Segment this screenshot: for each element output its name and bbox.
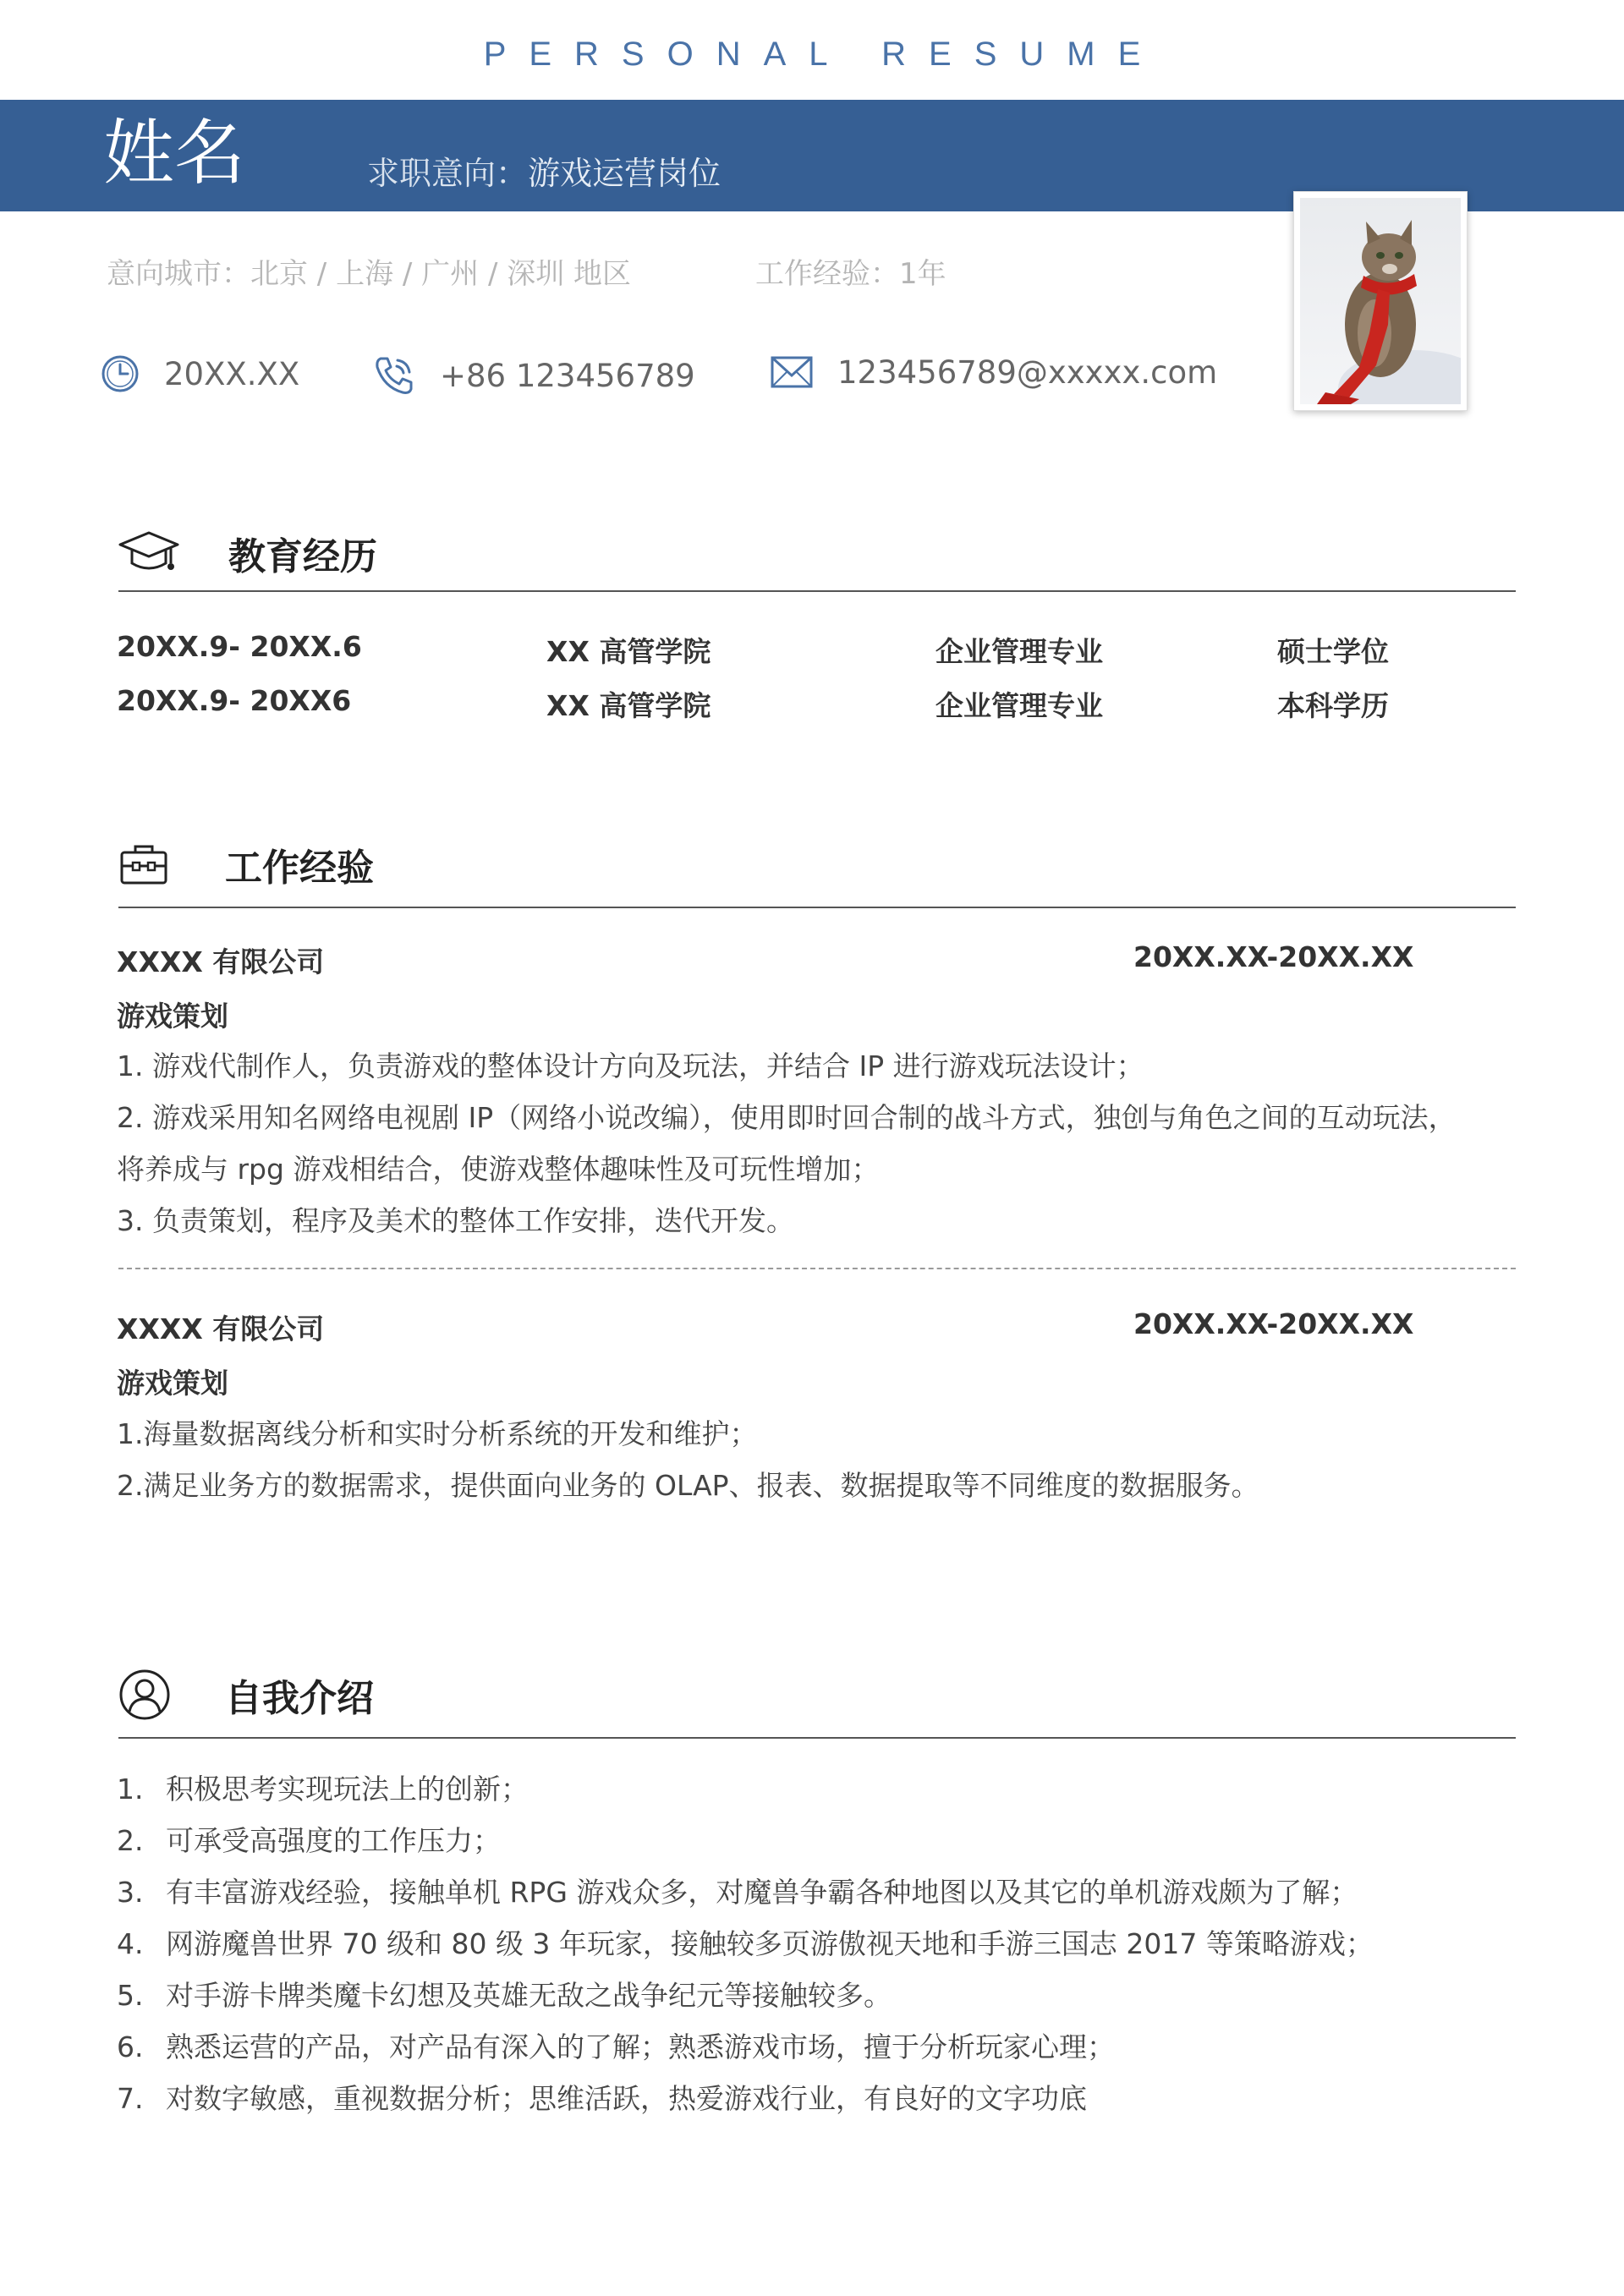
edu-major: 企业管理专业 — [935, 635, 1103, 668]
job-period: 20XX.XX-20XX.XX — [1133, 940, 1414, 973]
intro-section-header — [118, 1668, 374, 1722]
job-intent — [367, 147, 721, 194]
contact-phone — [372, 353, 695, 397]
clock-icon — [100, 353, 140, 394]
cat-photo-icon — [1300, 198, 1461, 404]
phone-icon — [372, 353, 416, 397]
edu-degree: 硕士学位 — [1277, 635, 1389, 668]
intro-list — [117, 1763, 1374, 2124]
education-row — [117, 684, 1521, 721]
list-item — [117, 1970, 1374, 2021]
list-item-text: 熟悉运营的产品，对产品有深入的了解；熟悉游戏市场，擅于分析玩家心理； — [166, 2030, 1115, 2063]
job-separator — [118, 1268, 1516, 1269]
edu-major: 企业管理专业 — [935, 689, 1103, 722]
contact-email — [770, 353, 1217, 391]
birth-value: 20XX.XX — [164, 355, 300, 392]
education-title: 教育经历 — [228, 535, 377, 578]
profile-photo — [1293, 191, 1468, 411]
list-item-number: 1. — [117, 1773, 144, 1806]
work-divider — [118, 907, 1516, 908]
list-item-number: 5. — [117, 1979, 144, 2012]
candidate-name: 姓名 — [103, 112, 246, 195]
intro-divider — [118, 1737, 1516, 1739]
email-value: 123456789@xxxxx.com — [837, 353, 1218, 391]
job-line: 将养成与 rpg 游戏相结合，使游戏整体趣味性及可玩性增加； — [117, 1153, 880, 1186]
work-experience-years: 工作经验：1年 — [755, 257, 946, 291]
job-intent-label: 求职意向： — [367, 155, 529, 192]
job-description — [117, 1408, 1259, 1511]
list-item-text: 对手游卡牌类魔卡幻想及英雄无敌之战争纪元等接触较多。 — [166, 1979, 892, 2012]
education-row — [117, 630, 1521, 667]
list-item-text: 积极思考实现玩法上的创新； — [166, 1773, 529, 1806]
list-item — [117, 1815, 1374, 1866]
briefcase-icon — [118, 842, 169, 886]
job-intent-value: 游戏运营岗位 — [528, 155, 721, 192]
edu-school: XX 高管学院 — [546, 689, 711, 722]
job-line: 1.海量数据离线分析和实时分析系统的开发和维护； — [117, 1417, 758, 1450]
list-item-number: 6. — [117, 2030, 144, 2063]
list-item-number: 2. — [117, 1824, 144, 1857]
list-item — [117, 2073, 1374, 2124]
list-item-number: 7. — [117, 2082, 144, 2115]
resume-banner-title: PERSONAL RESUME — [483, 36, 1164, 73]
list-item-text: 有丰富游戏经验，接触单机 RPG 游戏众多，对魔兽争霸各种地图以及其它的单机游戏颇为了解； — [166, 1876, 1358, 1909]
job-company: XXXX 有限公司 — [117, 1312, 325, 1345]
mail-icon — [770, 353, 814, 391]
list-item-text: 对数字敏感，重视数据分析；思维活跃，热爱游戏行业，有良好的文字功底 — [166, 2082, 1087, 2115]
education-divider — [118, 590, 1516, 592]
list-item — [117, 1918, 1374, 1970]
edu-degree: 本科学历 — [1277, 689, 1389, 722]
job-company: XXXX 有限公司 — [117, 945, 325, 978]
list-item-text: 网游魔兽世界 70 级和 80 级 3 年玩家，接触较多页游傲视天地和手游三国志 2017 等策略游戏； — [166, 1927, 1374, 1960]
phone-value: +86 123456789 — [440, 357, 695, 394]
list-item-number: 4. — [117, 1927, 144, 1960]
job-description — [117, 1040, 1457, 1247]
edu-school: XX 高管学院 — [546, 635, 711, 668]
edu-period: 20XX.9- 20XX.6 — [117, 630, 362, 663]
target-cities: 意向城市：北京 / 上海 / 广州 / 深圳 地区 — [107, 257, 632, 291]
user-icon — [118, 1669, 171, 1721]
job-line: 3. 负责策划，程序及美术的整体工作安排，迭代开发。 — [117, 1204, 794, 1237]
list-item — [117, 1763, 1374, 1815]
contact-birth — [100, 353, 299, 394]
education-section-header — [118, 526, 377, 580]
list-item-number: 3. — [117, 1876, 144, 1909]
job-role: 游戏策划 — [117, 1367, 228, 1400]
job-line: 2.满足业务方的数据需求，提供面向业务的 OLAP、报表、数据提取等不同维度的数据服务。 — [117, 1469, 1259, 1502]
work-title: 工作经验 — [225, 847, 374, 890]
work-section-header — [118, 837, 374, 891]
job-line: 1. 游戏代制作人，负责游戏的整体设计方向及玩法，并结合 IP 进行游戏玩法设计； — [117, 1049, 1144, 1082]
list-item — [117, 2021, 1374, 2073]
job-line: 2. 游戏采用知名网络电视剧 IP（网络小说改编），使用即时回合制的战斗方式，独创与角色之间的互动玩法， — [117, 1101, 1457, 1134]
list-item — [117, 1866, 1374, 1918]
list-item-text: 可承受高强度的工作压力； — [166, 1824, 501, 1857]
job-role: 游戏策划 — [117, 1000, 228, 1033]
graduation-cap-icon — [118, 529, 179, 577]
edu-period: 20XX.9- 20XX6 — [117, 684, 352, 717]
job-period: 20XX.XX-20XX.XX — [1133, 1307, 1414, 1340]
intro-title: 自我介绍 — [225, 1677, 374, 1720]
